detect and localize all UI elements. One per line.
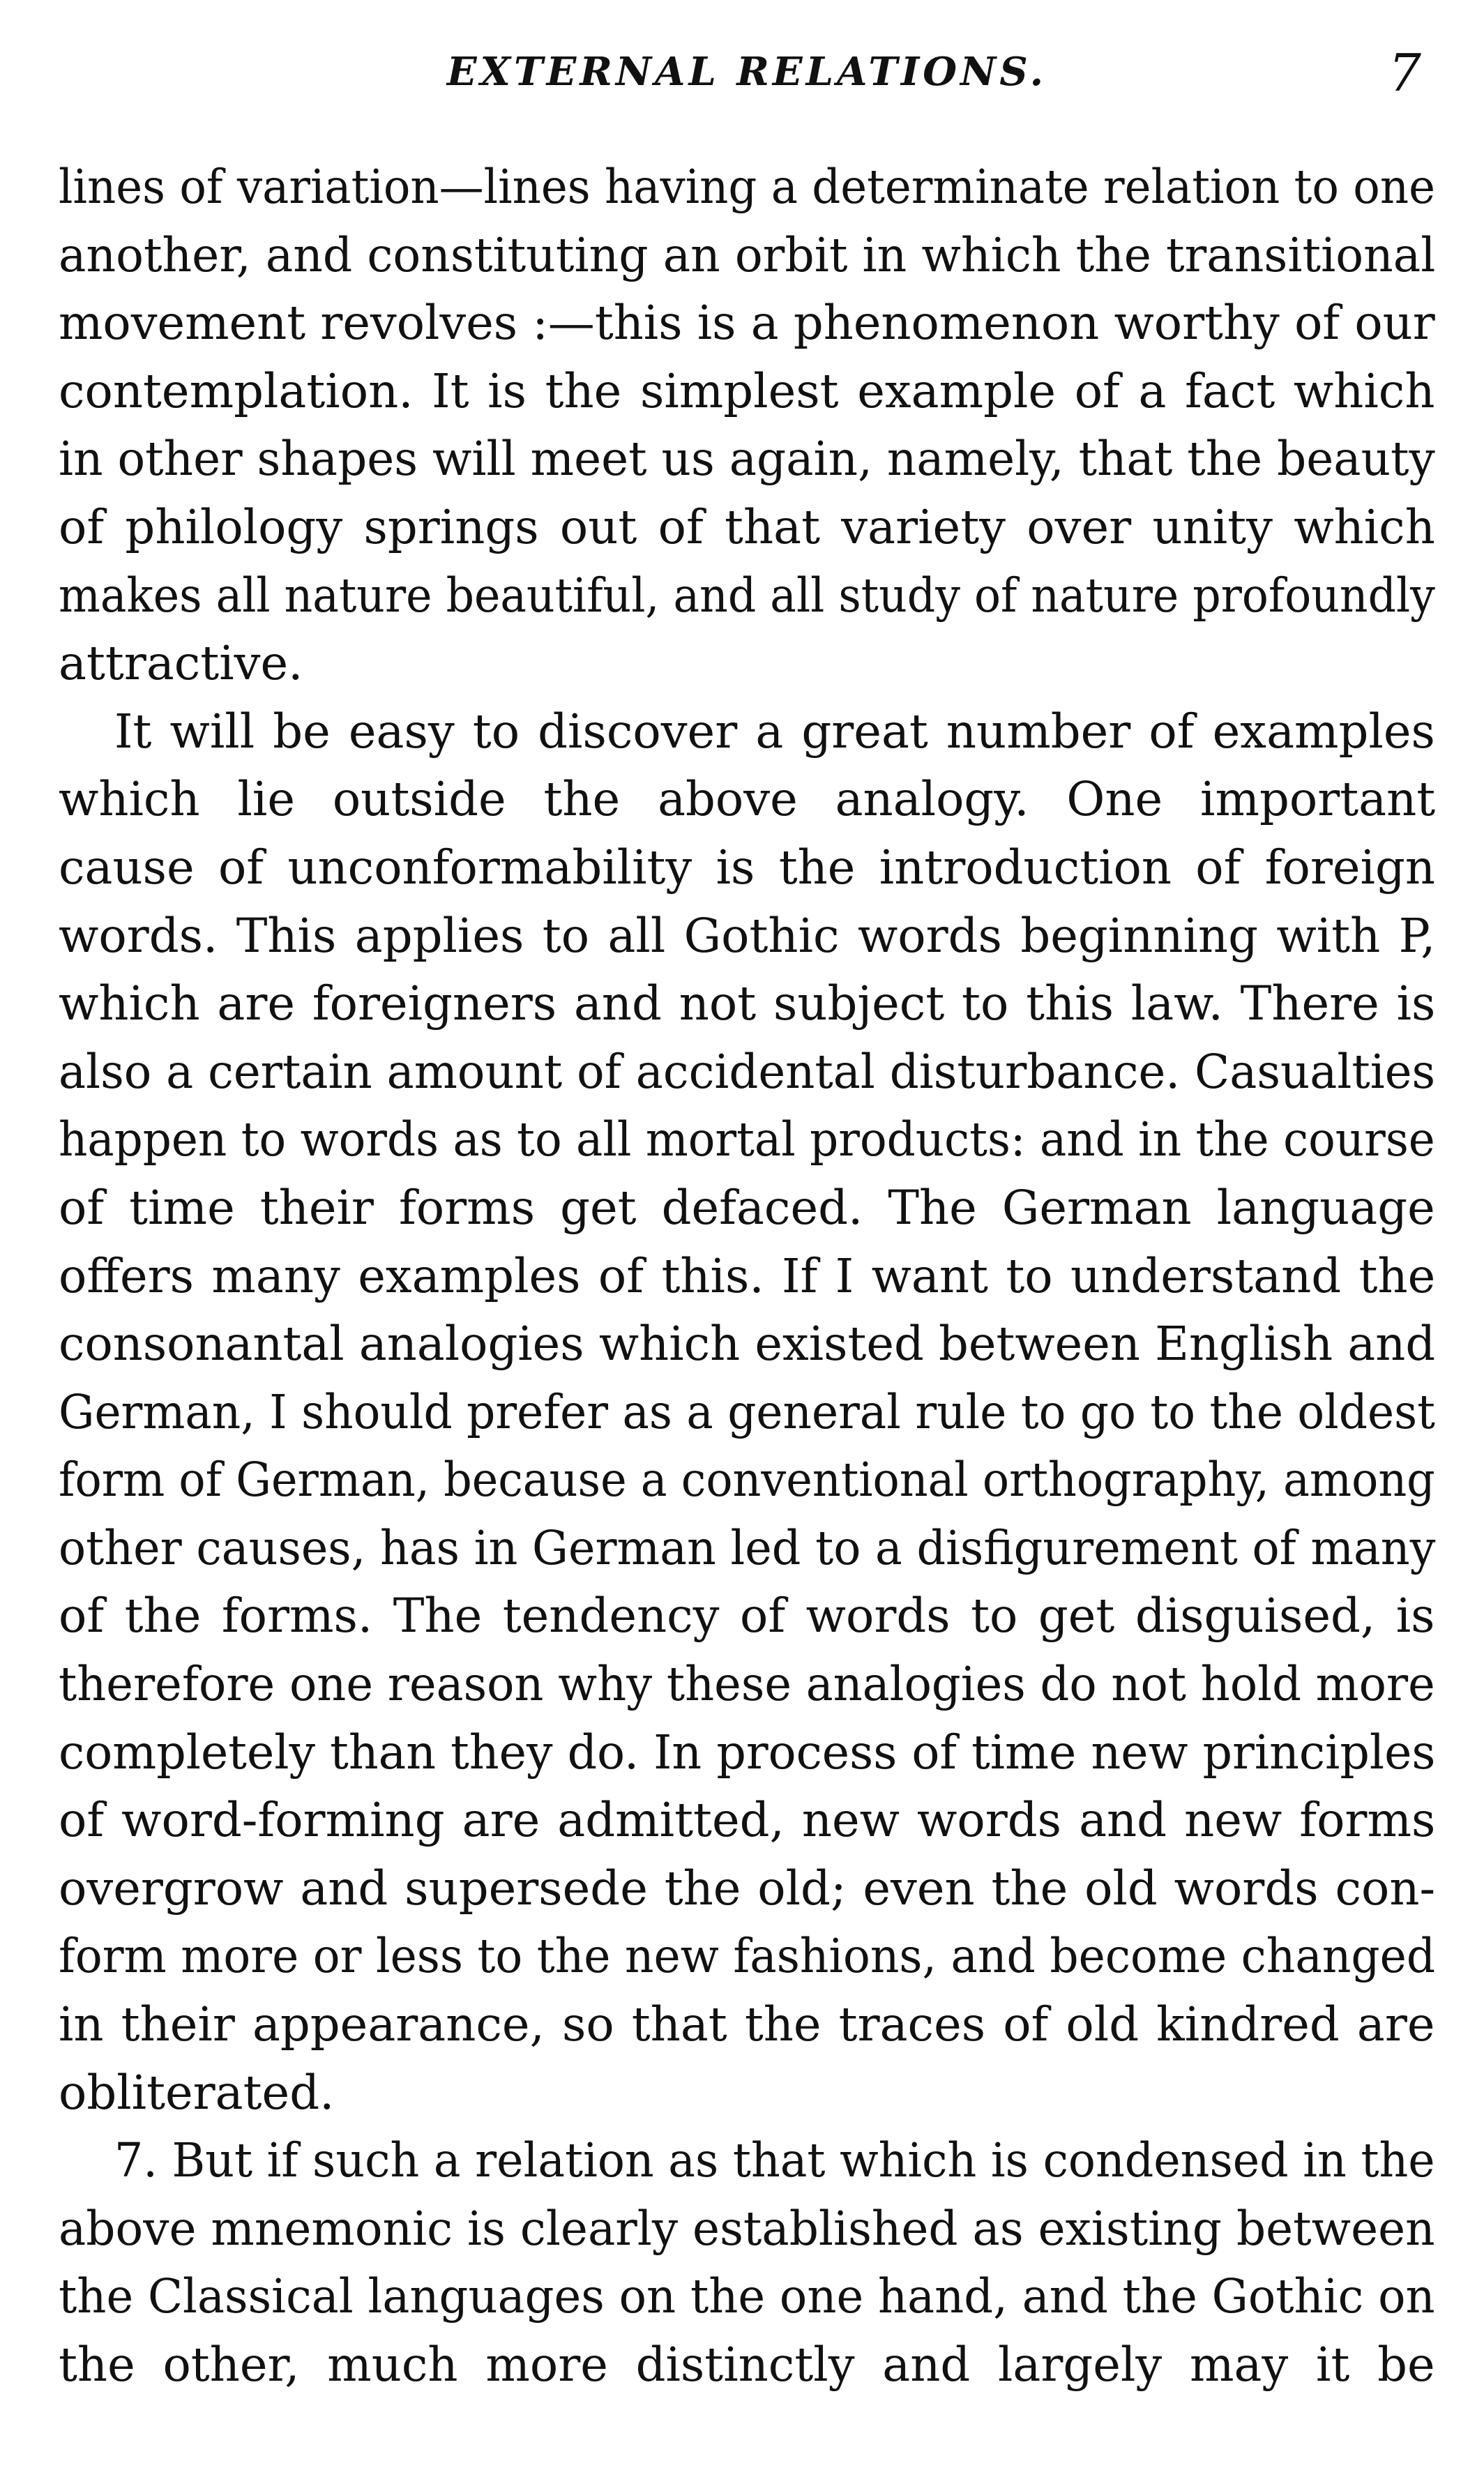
text-line: makes all nature beautiful, and all study of nature profoundly xyxy=(59,568,1435,623)
paragraph xyxy=(59,2127,1435,2399)
text-line: German, I should prefer as a general rule to go to the oldest xyxy=(59,1384,1436,1439)
text-line: cause of unconformability is the introduction of foreign xyxy=(59,840,1436,895)
text-line: the other, much more distinctly and largely may it be xyxy=(59,2338,1435,2392)
text-line: another, and constituting an orbit in which the transitional xyxy=(59,227,1436,282)
text-line: lines of variation—lines having a determinate relation to one xyxy=(59,160,1435,214)
text-line: obliterated. xyxy=(59,2065,335,2120)
text-line: which lie outside the above analogy. One important xyxy=(59,772,1436,827)
text-line: of the forms. The tendency of words to get disguised, is xyxy=(59,1589,1435,1644)
text-line: which are foreigners and not subject to this law. There is xyxy=(59,976,1436,1031)
text-line: above mnemonic is clearly established as existing between xyxy=(59,2201,1435,2256)
text-line: in other shapes will meet us again, namely, that the beauty xyxy=(59,432,1435,487)
text-line: in their appearance, so that the traces of old kindred are xyxy=(59,1997,1435,2052)
text-line: offers many examples of this. If I want to understand the xyxy=(59,1248,1436,1303)
text-line: It will be easy to discover a great number of examples xyxy=(114,704,1435,759)
paragraph xyxy=(59,153,1435,698)
text-line: the Classical languages on the one hand, and the Gothic on xyxy=(59,2269,1435,2324)
text-line: of philology springs out of that variety over unity which xyxy=(59,499,1435,554)
text-line: other causes, has in German led to a disfigurement of many xyxy=(59,1520,1436,1575)
text-line: contemplation. It is the simplest example of a fact which xyxy=(59,363,1435,418)
text-line: also a certain amount of accidental disturbance. Casualties xyxy=(59,1044,1436,1099)
text-line: attractive. xyxy=(59,636,303,691)
text-line: completely than they do. In process of time new principles xyxy=(59,1725,1436,1780)
text-line: words. This applies to all Gothic words beginning with P, xyxy=(59,908,1436,963)
text-line: of time their forms get defaced. The German language xyxy=(59,1180,1435,1235)
running-head: EXTERNAL RELATIONS. xyxy=(446,49,1047,95)
page-header xyxy=(59,0,1435,153)
body-text xyxy=(59,153,1435,2400)
text-line: form more or less to the new fashions, and become changed xyxy=(59,1929,1436,1984)
text-line: happen to words as to all mortal products: and in the course xyxy=(59,1112,1435,1167)
text-line: 7. But if such a relation as that which is condensed in the xyxy=(114,2133,1435,2188)
text-line: form of German, because a conventional orthography, among xyxy=(59,1453,1435,1508)
text-line: of word-forming are admitted, new words and new forms xyxy=(59,1793,1436,1848)
text-line: consonantal analogies which existed between English and xyxy=(59,1317,1436,1372)
text-line: overgrow and supersede the old; even the old words con- xyxy=(59,1861,1436,1916)
text-line: therefore one reason why these analogies do not hold more xyxy=(59,1657,1435,1712)
page-number: 7 xyxy=(1388,43,1421,103)
paragraph xyxy=(59,698,1435,2127)
text-line: movement revolves :—this is a phenomenon worthy of our xyxy=(59,296,1435,351)
